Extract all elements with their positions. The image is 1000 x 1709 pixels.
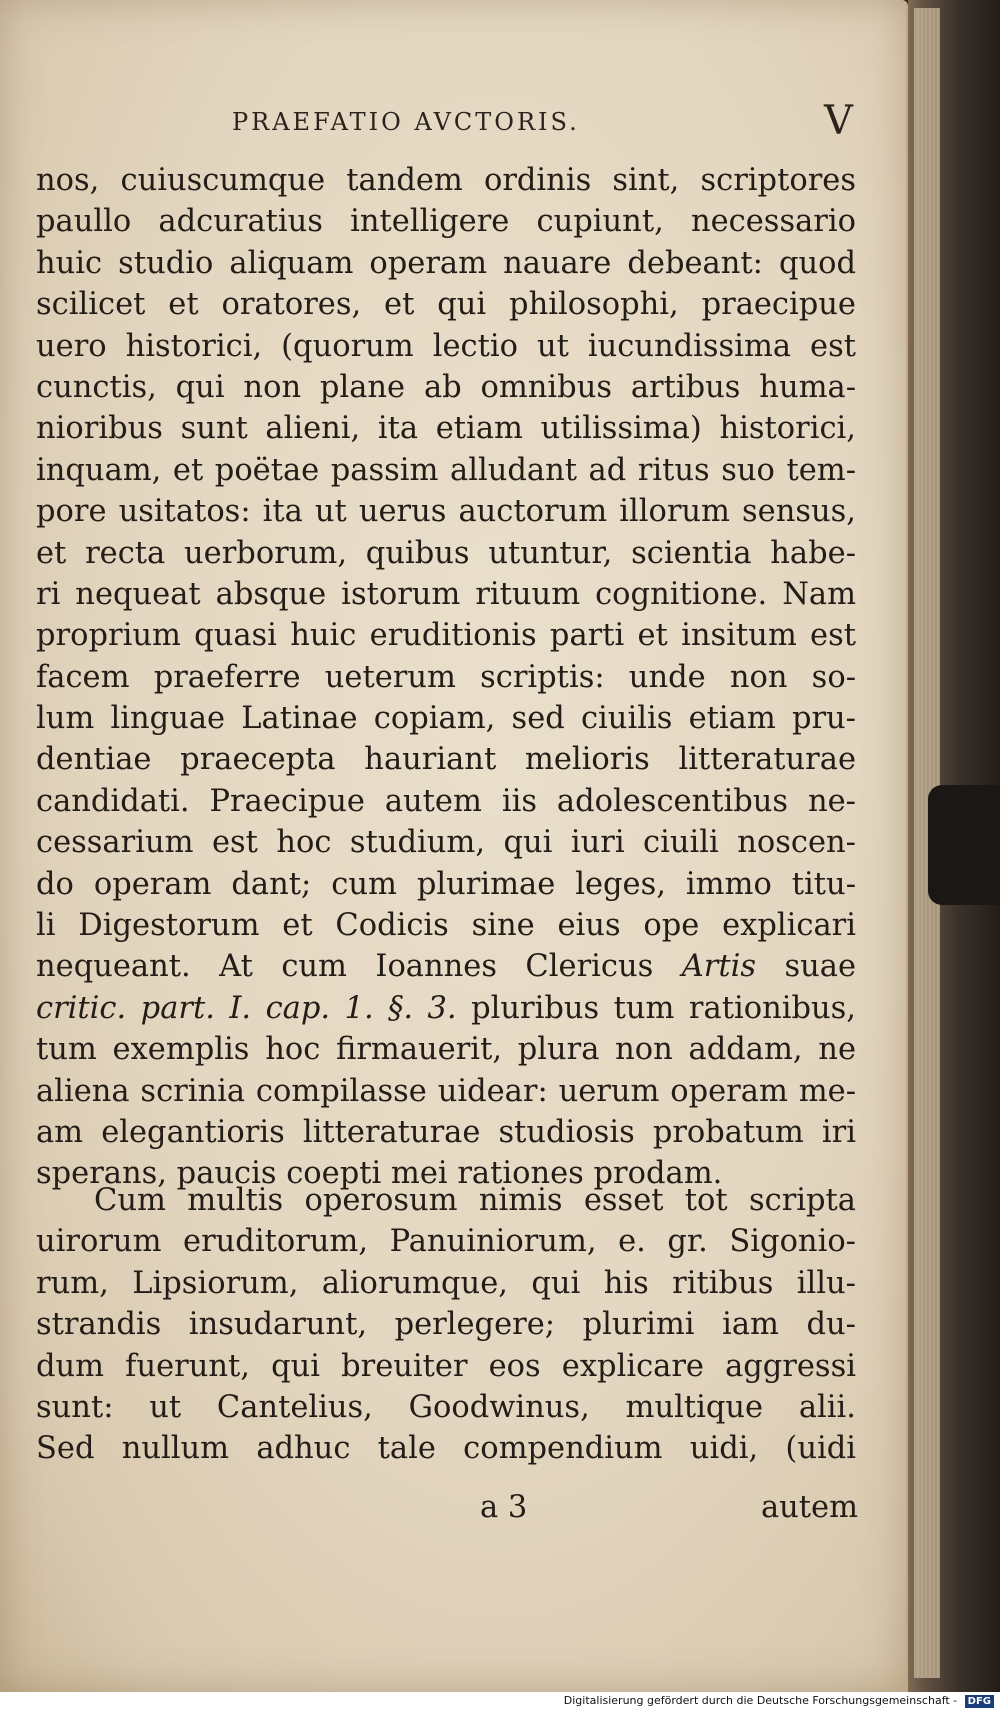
- text-line: inquam, et poëtae passim alludant ad ritus suo tem-: [36, 452, 856, 488]
- text-segment: nequeant. At cum Ioannes Clericus: [36, 949, 654, 985]
- text-line: strandis insudarunt, perlegere; plurimi iam du-: [36, 1307, 856, 1343]
- text-line: pore usitatos: ita ut uerus auctorum illorum sensus,: [36, 494, 856, 530]
- text-segment: suae: [784, 949, 856, 985]
- text-line: paullo adcuratius intelligere cupiunt, necessario: [36, 204, 856, 240]
- text-segment: Cum multis operosum nimis esset tot scripta: [94, 1183, 856, 1218]
- catchword: autem: [760, 1490, 858, 1525]
- running-head: PRAEFATIO AVCTORIS.: [232, 108, 580, 136]
- text-line: nos, cuiuscumque tandem ordinis sint, scriptores: [36, 163, 856, 198]
- text-line: cunctis, qui non plane ab omnibus artibus huma-: [36, 369, 856, 405]
- text-line: li Digestorum et Codicis sine eius ope explicari: [36, 908, 856, 944]
- page-number: V: [824, 98, 853, 144]
- paragraph-1: [36, 160, 856, 1195]
- digitization-notice-bar: [0, 1692, 1000, 1709]
- book-clasp: [928, 785, 1000, 905]
- text-line: cessarium est hoc studium, qui iuri ciuili noscen-: [36, 825, 856, 861]
- text-line: dentiae praecepta hauriant melioris litteraturae: [36, 742, 856, 778]
- signature-mark: a 3: [480, 1490, 528, 1525]
- text-line: lum linguae Latinae copiam, sed ciuilis etiam pru-: [36, 701, 856, 737]
- citation-italic: critic. part. I. cap. 1. §. 3.: [36, 990, 457, 1026]
- text-line: huic studio aliquam operam nauare debeant: quod: [36, 245, 856, 281]
- text-line: Sed nullum adhuc tale compendium uidi, (uidi: [36, 1431, 856, 1467]
- text-line: rum, Lipsiorum, aliorumque, qui his ritibus illu-: [36, 1265, 856, 1301]
- text-line: tum exemplis hoc firmauerit, plura non addam, ne: [36, 1032, 856, 1068]
- text-line: am elegantioris litteraturae studiosis probatum iri: [36, 1114, 856, 1150]
- text-line: do operam dant; cum plurimae leges, immo titu-: [36, 866, 856, 902]
- text-line: uirorum eruditorum, Panuiniorum, e. gr. Sigonio-: [36, 1224, 856, 1260]
- text-line: scilicet et oratores, et qui philosophi, praecipue: [36, 287, 856, 323]
- text-segment: pluribus tum rationibus,: [471, 990, 856, 1026]
- paragraph-2: [36, 1180, 856, 1470]
- text-line-with-reference: [36, 988, 856, 1029]
- text-line: uero historici, (quorum lectio ut iucundissima est: [36, 328, 856, 364]
- dfg-logo: DFG: [965, 1695, 994, 1708]
- text-line: et recta uerborum, quibus utuntur, scientia habe-: [36, 535, 856, 571]
- text-line: proprium quasi huic eruditionis parti et insitum est: [36, 618, 856, 654]
- text-line: dum fuerunt, qui breuiter eos explicare aggressi: [36, 1348, 856, 1384]
- text-line: nioribus sunt alieni, ita etiam utilissima) historici,: [36, 411, 856, 447]
- text-line: sunt: ut Cantelius, Goodwinus, multique alii.: [36, 1389, 856, 1425]
- digitization-notice: Digitalisierung gefördert durch die Deutsche Forschungsgemeinschaft -: [563, 1694, 958, 1707]
- text-line: ri nequeat absque istorum rituum cognitione. Nam: [36, 576, 856, 612]
- text-line: sperans, paucis coepti mei rationes prodam.: [36, 1156, 723, 1192]
- text-line: candidati. Praecipue autem iis adolescentibus ne-: [36, 783, 856, 819]
- text-line: aliena scrinia compilasse uidear: uerum operam me-: [36, 1073, 856, 1109]
- text-line-with-reference: [36, 946, 856, 987]
- text-line: [36, 1180, 856, 1221]
- citation-italic: Artis: [681, 949, 757, 985]
- text-line: facem praeferre ueterum scriptis: unde non so-: [36, 659, 856, 695]
